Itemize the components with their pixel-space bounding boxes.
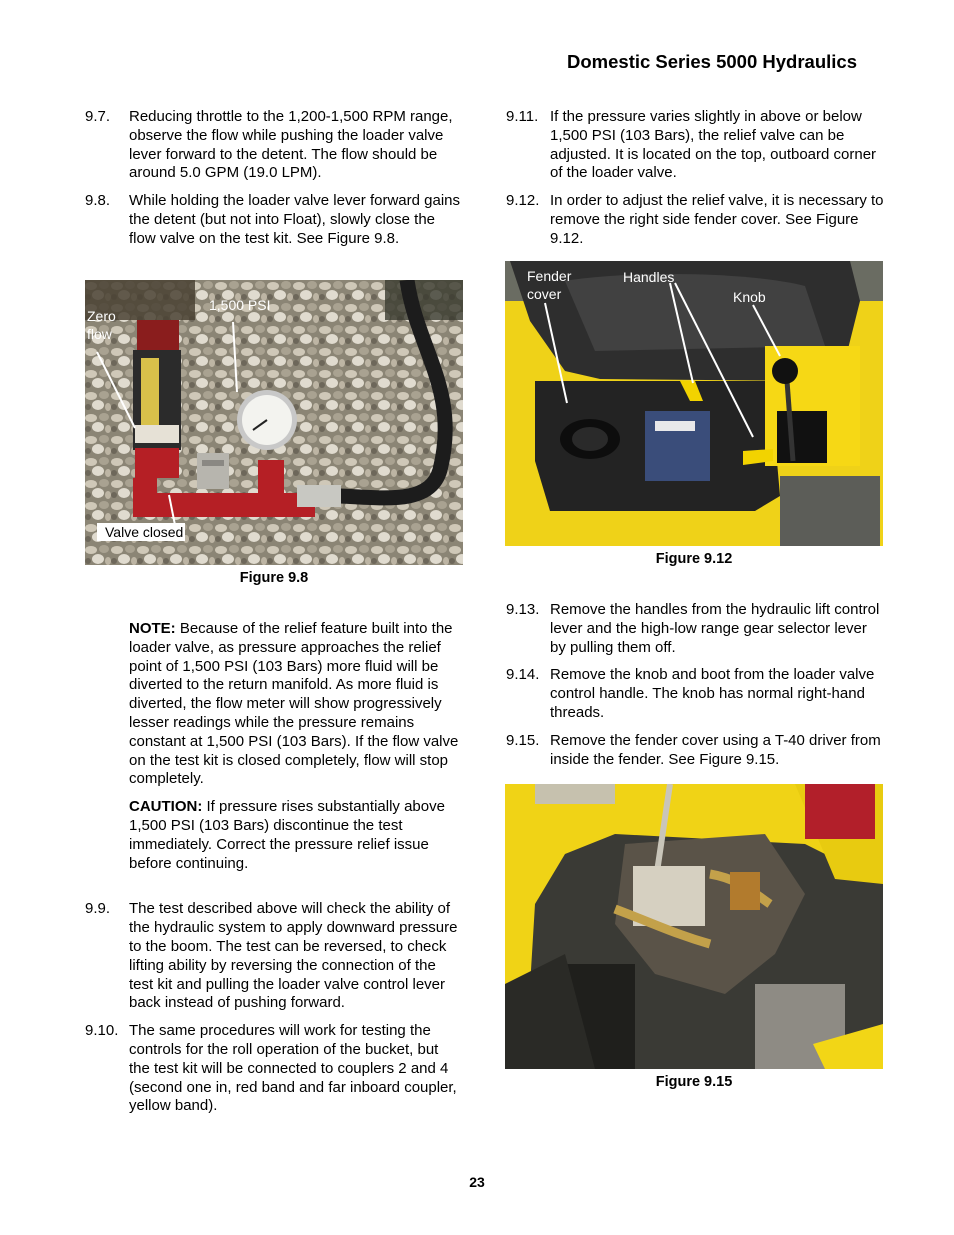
left-column-top — [85, 108, 463, 258]
page-title: Domestic Series 5000 Hydraulics — [567, 51, 857, 72]
label-knob: Knob — [733, 289, 766, 305]
caution-text: If pressure rises substantially above 1,500 PSI (103 Bars) discontinue the test immediately. Correct the pressure relief issue before continuing. — [129, 798, 445, 872]
list-item — [506, 601, 884, 657]
item-text: Remove the knob and boot from the loader valve control handle. The knob has normal right-hand threads. — [550, 666, 875, 721]
figure-9-15-caption: Figure 9.15 — [655, 1074, 733, 1090]
label-zero: Zero — [87, 308, 116, 324]
item-number: 9.7. — [85, 108, 111, 125]
list-item — [85, 1022, 463, 1116]
item-text: In order to adjust the relief valve, it is necessary to remove the right side fender cover. See Figure 9.12. — [550, 192, 884, 247]
page-number: 23 — [469, 1174, 485, 1190]
caution-label: CAUTION: — [129, 798, 203, 816]
left-column-bottom — [85, 620, 463, 1125]
note-text: Because of the relief feature built into the loader valve, as pressure approaches the relief point of 1,500 PSI (103 Bars) more fluid will be diverted to the return manifold. As more fluid is diverted, the flow meter will show progressively lesser readings while the pressure remains constant at 1,500 PSI (103 Bars). If the flow valve on the test kit is closed completely, flow will stop completely. — [129, 620, 459, 788]
list-item — [506, 192, 884, 248]
item-number: 9.12. — [506, 192, 540, 210]
label-1500-psi: 1,500 PSI — [209, 297, 271, 313]
label-valve-closed: Valve closed — [97, 523, 185, 541]
note-paragraph — [85, 620, 463, 789]
item-text: The same procedures will work for testing the controls for the roll operation of the bucket, but the test kit will be connected to couplers 2 and 4 (second one in, red band and far inboard coupler, yellow band). — [129, 1022, 457, 1115]
right-column-middle — [506, 601, 884, 778]
item-number: 9.13. — [506, 601, 540, 618]
figure-9-12-caption: Figure 9.12 — [655, 551, 733, 567]
item-number: 9.10. — [85, 1022, 119, 1040]
list-item — [506, 666, 884, 722]
list-item — [85, 900, 463, 1013]
list-item — [506, 732, 884, 770]
item-number: 9.8. — [85, 192, 111, 210]
item-text: If the pressure varies slightly in above or below 1,500 PSI (103 Bars), the relief valve can be adjusted. It is located on the top, outboard corner of the loader valve. — [550, 108, 877, 182]
item-text: Remove the fender cover using a T-40 driver from inside the fender. See Figure 9.15. — [550, 731, 881, 768]
label-zero-flow — [87, 307, 116, 343]
label-cover: cover — [527, 286, 562, 302]
list-item — [506, 108, 884, 183]
item-text: The test described above will check the ability of the hydraulic system to apply downward pressure to the boom. The test can be reversed, to check lifting ability by reversing the connection of the test kit and pulling the loader valve control lever back instead of pushing forward. — [129, 900, 458, 1012]
item-text: While holding the loader valve lever forward gains the detent (but not into Float), slowly close the flow valve on the test kit. See Figure 9.8. — [129, 192, 461, 247]
caution-paragraph — [85, 798, 463, 873]
item-number: 9.11. — [506, 108, 539, 125]
item-number: 9.9. — [85, 900, 111, 918]
label-fender: Fender — [527, 268, 572, 284]
figure-9-12-photo — [505, 261, 883, 546]
label-handles: Handles — [623, 269, 675, 285]
figure-9-15-photo — [505, 784, 883, 1069]
item-number: 9.14. — [506, 666, 540, 684]
right-column-top — [506, 108, 884, 258]
figure-9-8-photo — [85, 280, 463, 565]
note-label: NOTE: — [129, 620, 176, 637]
figure-9-8-caption: Figure 9.8 — [239, 570, 309, 586]
label-flow: flow — [87, 326, 112, 342]
item-number: 9.15. — [506, 731, 540, 749]
item-text: Reducing throttle to the 1,200-1,500 RPM range, observe the flow while pushing the loader valve lever forward to the detent. The flow should be around 5.0 GPM (19.0 LPM). — [129, 108, 453, 182]
label-fender-cover — [527, 267, 571, 303]
list-item — [85, 108, 463, 183]
list-item — [85, 192, 463, 248]
item-text: Remove the handles from the hydraulic lift control lever and the high-low range gear selector lever by pulling them off. — [550, 601, 880, 656]
